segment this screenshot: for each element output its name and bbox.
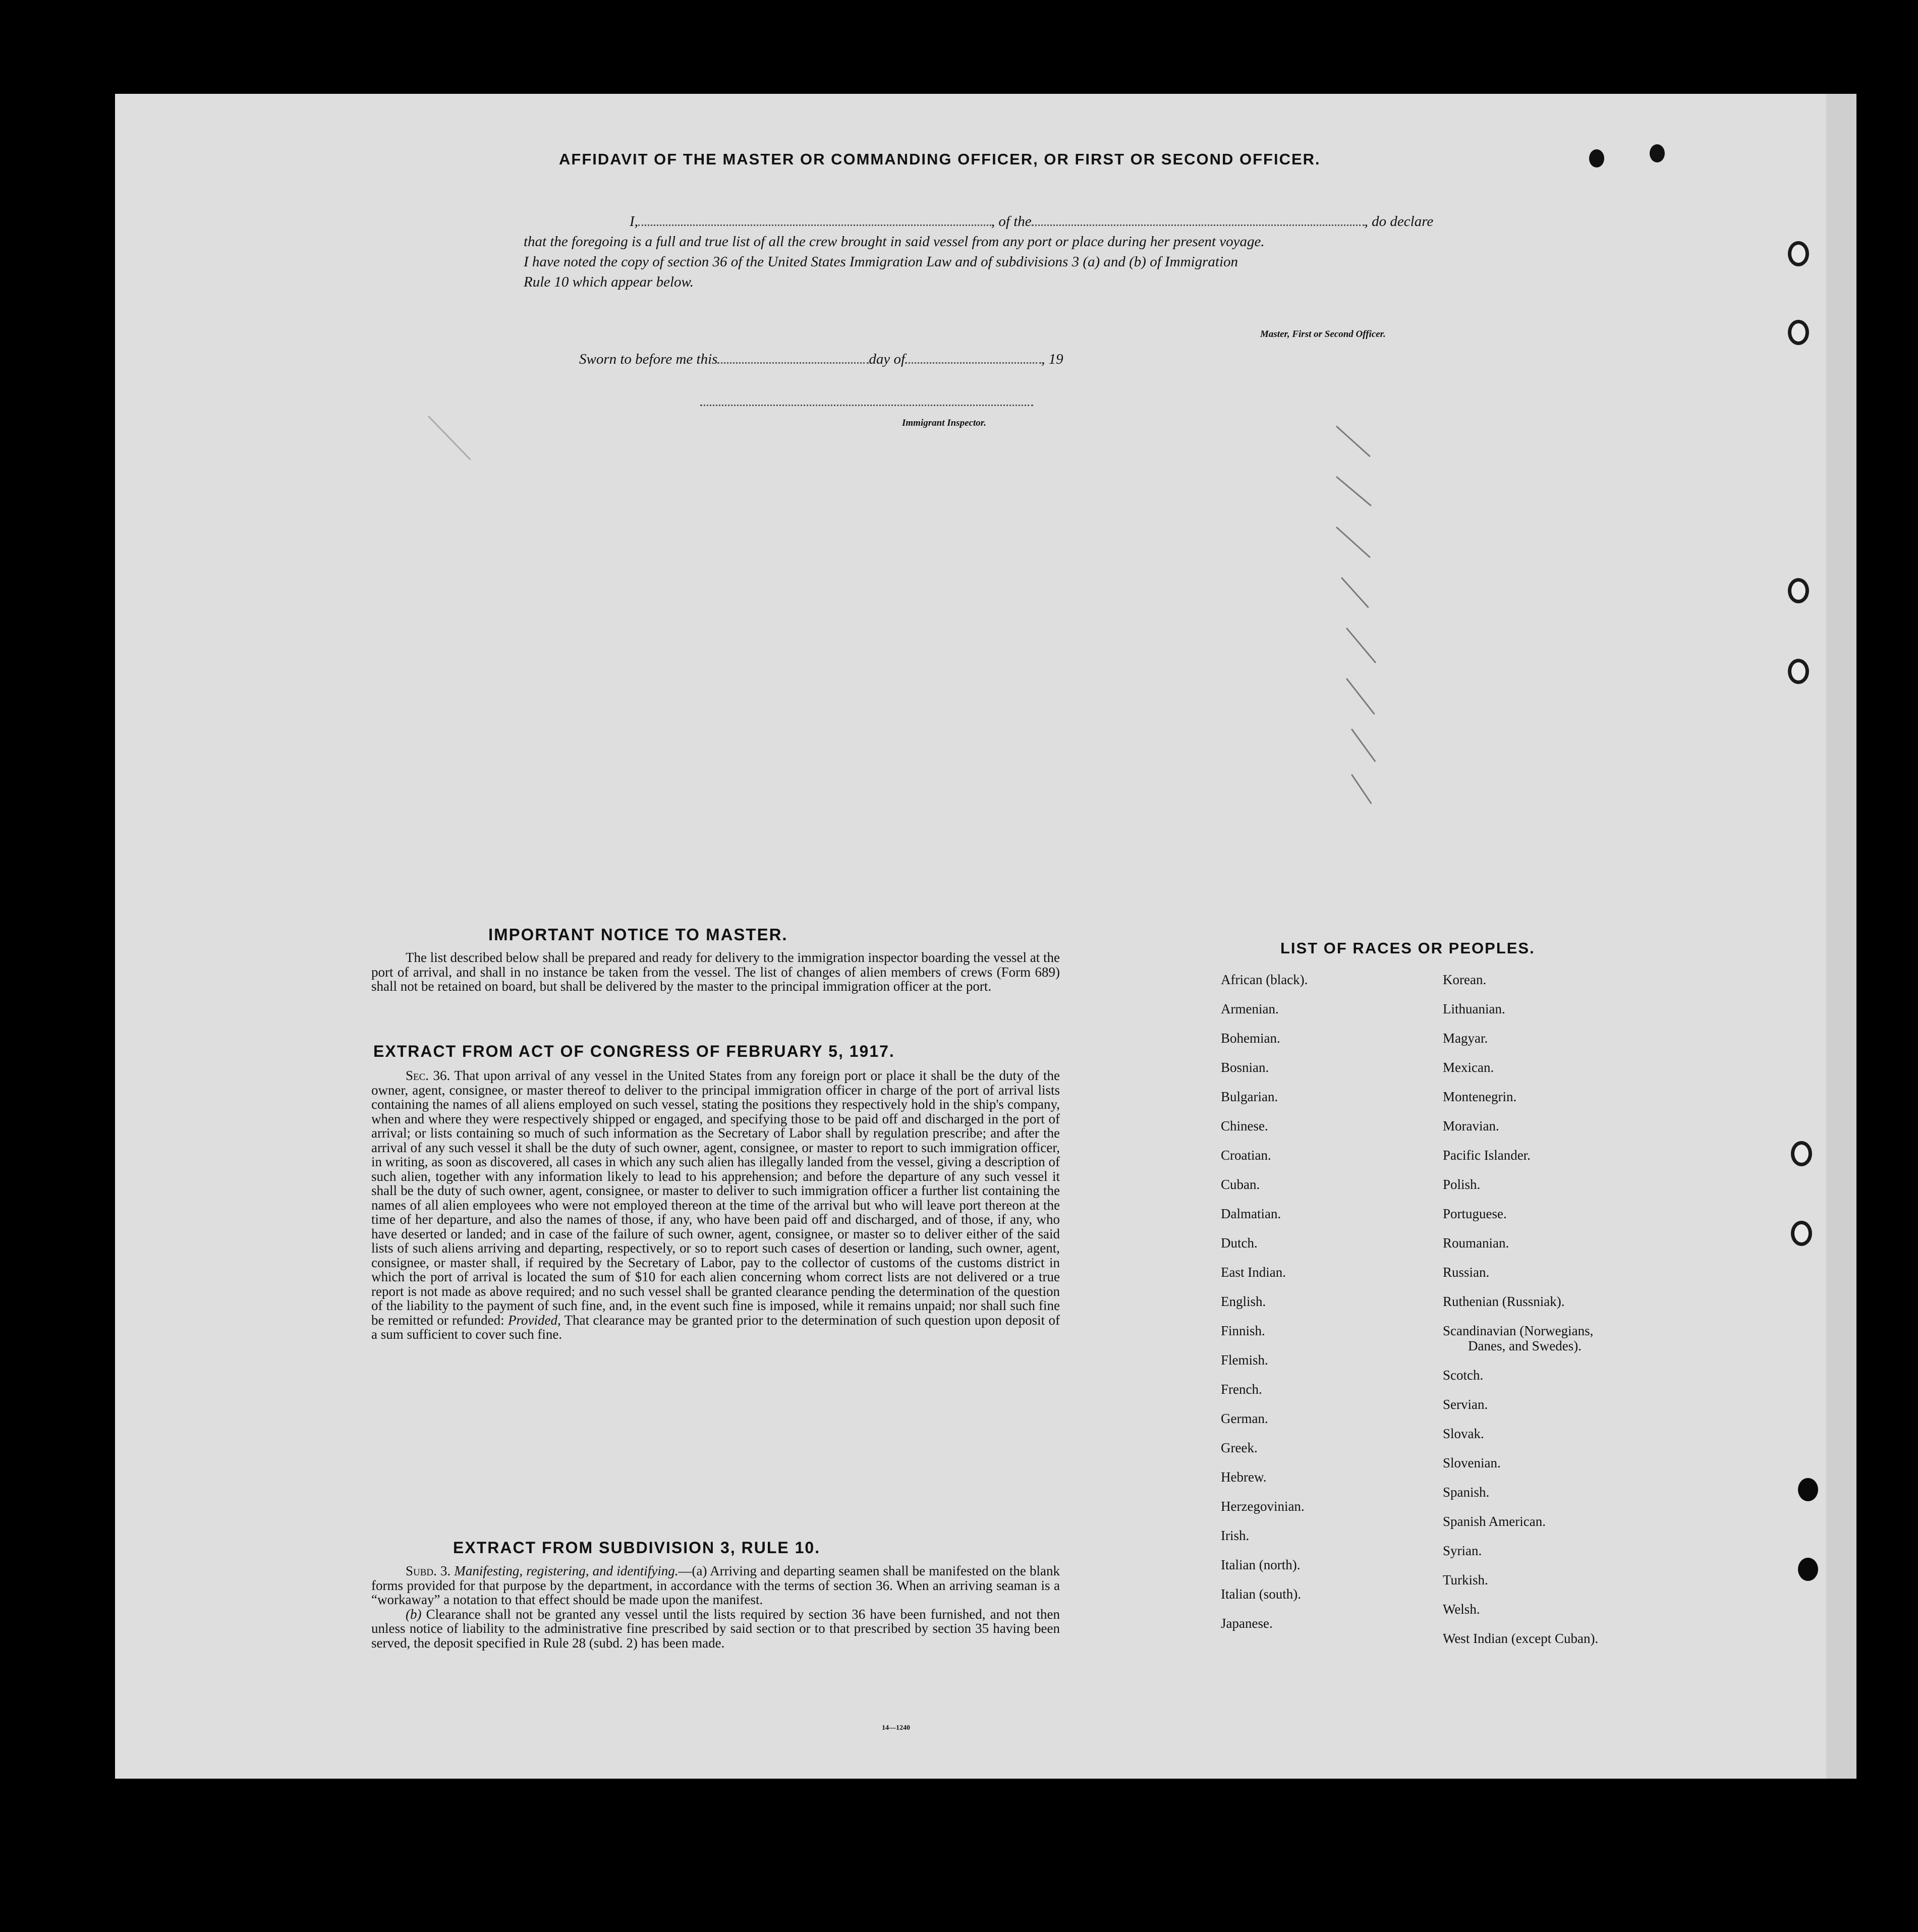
pencil-stroke [1341, 577, 1369, 608]
pencil-stroke [1336, 426, 1371, 457]
race-item: Lithuanian. [1443, 1001, 1505, 1016]
race-item: Flemish. [1221, 1352, 1268, 1368]
race-item: English. [1221, 1294, 1266, 1309]
punch-hole [1788, 241, 1809, 266]
subd-label: Subd. 3. [406, 1563, 451, 1578]
race-item: Dalmatian. [1221, 1206, 1281, 1221]
affidavit-line-1 [630, 213, 1433, 230]
pencil-stroke [428, 416, 471, 460]
race-item: Chinese. [1221, 1118, 1268, 1133]
extract-act-title: EXTRACT FROM ACT OF CONGRESS OF FEBRUARY 5, 1917. [373, 1042, 895, 1060]
races-title: LIST OF RACES OR PEOPLES. [1280, 939, 1535, 957]
race-item: Welsh. [1443, 1602, 1480, 1617]
subd-a-label: —(a) [678, 1563, 707, 1578]
year-text: , 19 [1041, 351, 1063, 367]
subd-heading: Manifesting, registering, and identifying. [454, 1563, 679, 1578]
extract-rule-body [371, 1564, 1060, 1650]
race-item: Moravian. [1443, 1118, 1499, 1133]
affidavit-line-4: Rule 10 which appear below. [524, 274, 694, 290]
pencil-annotation [997, 1646, 1023, 1701]
notice-title: IMPORTANT NOTICE TO MASTER. [488, 925, 788, 944]
pencil-stroke [1336, 476, 1372, 506]
affidavit-do-declare: , do declare [1364, 213, 1434, 230]
race-item: French. [1221, 1382, 1262, 1397]
race-item: Scandinavian (Norwegians, [1443, 1323, 1594, 1338]
notice-body [371, 950, 1060, 994]
punch-hole [1788, 578, 1809, 603]
sec-36-text: That upon arrival of any vessel in the United States from any foreign port or place it shall be the duty of the owner, agent, consignee, or master thereof to deliver to the principal immigration officer in charge of the port of arrival lists containing the names of all aliens employed on such vessel, stating the positions they respectively hold in the ship's company, when and where they were respectively shipped or engaged, and specifying those to be paid off and discharged in the port of arrival; or lists containing so much of such information as the Secretary of Labor shall by regulation prescribe; and after the arrival of any such vessel it shall be the duty of such owner, agent, consignee, or master to report to such immigration officer, in writing, as soon as discovered, all cases in which any such alien has illegally landed from the vessel, giving a description of such alien, together with any information likely to lead to his apprehension; and before the departure of any such vessel it shall be the duty of such owner, agent, consignee, or master to deliver to such immigration officer a further list containing the names of all alien employees who were not employed thereon at the time of the arrival but who will leave port thereon at the time of her departure, and also the names of those, if any, who have been paid off and discharged, and of those, if any, who have deserted or landed; and in case of the failure of such owner, agent, consignee, or master so to deliver either of the said lists of such aliens arriving and departing, respectively, or so to report such cases of desertion or landing, such owner, agent, consignee, or master shall, if required by the Secretary of Labor, pay to the collector of customs of the customs district in which the port of arrival is located the sum of $10 for each alien concerning whom correct lists are not delivered or a true report is not made as above required; and no such vessel shall be granted clearance pending the determination of the question of the liability to the payment of such fine, and, in the event such fine is imposed, while it remains unpaid; nor shall such fine be remitted or refunded: [371, 1068, 1060, 1328]
sworn-line [579, 351, 1063, 368]
race-item: Bohemian. [1221, 1031, 1280, 1046]
race-item: Syrian. [1443, 1543, 1482, 1558]
master-signature-caption: Master, First or Second Officer. [1260, 329, 1386, 339]
affidavit-line-3: I have noted the copy of section 36 of the United States Immigration Law and of subdivisions 3 (a) and (b) of Immigration [524, 254, 1238, 270]
document-page [115, 94, 1850, 1779]
sec-36-end: That clearance may be granted prior to the determination of such question upon deposit of a sum sufficient to cover such fine. [371, 1312, 1060, 1342]
race-item: Finnish. [1221, 1323, 1265, 1338]
punch-hole [1798, 1558, 1818, 1581]
race-item: Russian. [1443, 1265, 1490, 1280]
affidavit-of-the: , of the [991, 213, 1032, 230]
race-item: Roumanian. [1443, 1235, 1509, 1251]
affidavit-i: I, [630, 213, 638, 230]
race-item: Pacific Islander. [1443, 1148, 1531, 1163]
race-item: Bulgarian. [1221, 1089, 1278, 1104]
race-item: East Indian. [1221, 1265, 1286, 1280]
race-item: Montenegrin. [1443, 1089, 1517, 1104]
punch-hole [1798, 1478, 1818, 1501]
race-item: Korean. [1443, 972, 1487, 987]
race-item: Mexican. [1443, 1060, 1494, 1075]
race-item: West Indian (except Cuban). [1443, 1631, 1599, 1646]
race-item: Herzegovinian. [1221, 1499, 1305, 1514]
subd-b-label: (b) [406, 1606, 422, 1622]
ink-blot [1589, 149, 1604, 167]
bleed-through [266, 316, 275, 333]
race-item: Spanish American. [1443, 1514, 1546, 1529]
race-item: Slovenian. [1443, 1455, 1501, 1470]
race-item: Ruthenian (Russniak). [1443, 1294, 1565, 1309]
punch-hole [1791, 1141, 1812, 1166]
race-item: Magyar. [1443, 1031, 1488, 1046]
race-item: Slovak. [1443, 1426, 1484, 1441]
form-number: 14—1240 [882, 1724, 910, 1732]
extract-act-body [371, 1068, 1060, 1342]
day-of-text: day of [869, 351, 906, 367]
punch-hole [1788, 320, 1809, 345]
race-item: Hebrew. [1221, 1469, 1267, 1485]
race-item: Scotch. [1443, 1368, 1484, 1383]
sec-label: Sec. 36. [406, 1068, 450, 1083]
race-item: Portuguese. [1443, 1206, 1507, 1221]
race-item: Cuban. [1221, 1177, 1260, 1192]
race-item: Spanish. [1443, 1485, 1490, 1500]
race-item: Croatian. [1221, 1148, 1271, 1163]
punch-hole [1788, 659, 1809, 684]
pencil-stroke [1346, 628, 1376, 663]
extract-rule-title: EXTRACT FROM SUBDIVISION 3, RULE 10. [453, 1539, 821, 1557]
affidavit-title: AFFIDAVIT OF THE MASTER OR COMMANDING OFFICER, OR FIRST OR SECOND OFFICER. [559, 150, 1321, 168]
pencil-stroke [1336, 527, 1371, 558]
race-item: Greek. [1221, 1440, 1258, 1455]
race-item: Italian (north). [1221, 1557, 1301, 1572]
inspector-caption: Immigrant Inspector. [902, 418, 986, 428]
race-item: Polish. [1443, 1177, 1481, 1192]
ink-blot [1650, 144, 1665, 162]
race-item: Bosnian. [1221, 1060, 1269, 1075]
subd-a-text: Arriving and departing seamen shall be manifested on the blank forms provided for that purpose by the department, in accordance with the terms of section 36. When an arriving seaman is a “workaway” a notation to that effect should be made upon the manifest. [371, 1563, 1060, 1607]
punch-hole [1791, 1221, 1812, 1246]
race-item: Irish. [1221, 1528, 1250, 1543]
race-item: Turkish. [1443, 1572, 1488, 1587]
pencil-stroke [1346, 678, 1375, 715]
race-item: German. [1221, 1411, 1268, 1426]
race-item: Italian (south). [1221, 1586, 1301, 1602]
sworn-text: Sworn to before me this [579, 351, 718, 367]
affidavit-line-2: that the foregoing is a full and true list of all the crew brought in said vessel from any port or place during her present voyage. [524, 234, 1265, 250]
pencil-stroke [1351, 728, 1376, 762]
binding-strip [1826, 94, 1856, 1779]
race-item: Danes, and Swedes). [1468, 1338, 1582, 1353]
subd-b-text: Clearance shall not be granted any vessel until the lists required by section 36 have been furnished, and not then unless notice of liability to the administrative fine prescribed by said section or to that prescribed by section 35 having been served, the deposit specified in Rule 28 (subd. 2) has been made. [371, 1606, 1060, 1651]
race-item: Armenian. [1221, 1001, 1279, 1016]
inspector-signature-line [700, 405, 1033, 406]
mirrored-stamp [133, 229, 158, 271]
race-item: Japanese. [1221, 1616, 1273, 1631]
race-item: African (black). [1221, 972, 1308, 987]
race-item: Servian. [1443, 1397, 1488, 1412]
provided-word: Provided, [508, 1312, 561, 1328]
pencil-stroke [1351, 774, 1372, 804]
notice-text: The list described below shall be prepared and ready for delivery to the immigration inspector boarding the vessel at the port of arrival, and shall in no instance be taken from the vessel. The list of changes of alien members of crews (Form 689) shall not be retained on board, but shall be delivered by the master to the principal immigration officer at the port. [371, 950, 1060, 994]
race-item: Dutch. [1221, 1235, 1258, 1251]
